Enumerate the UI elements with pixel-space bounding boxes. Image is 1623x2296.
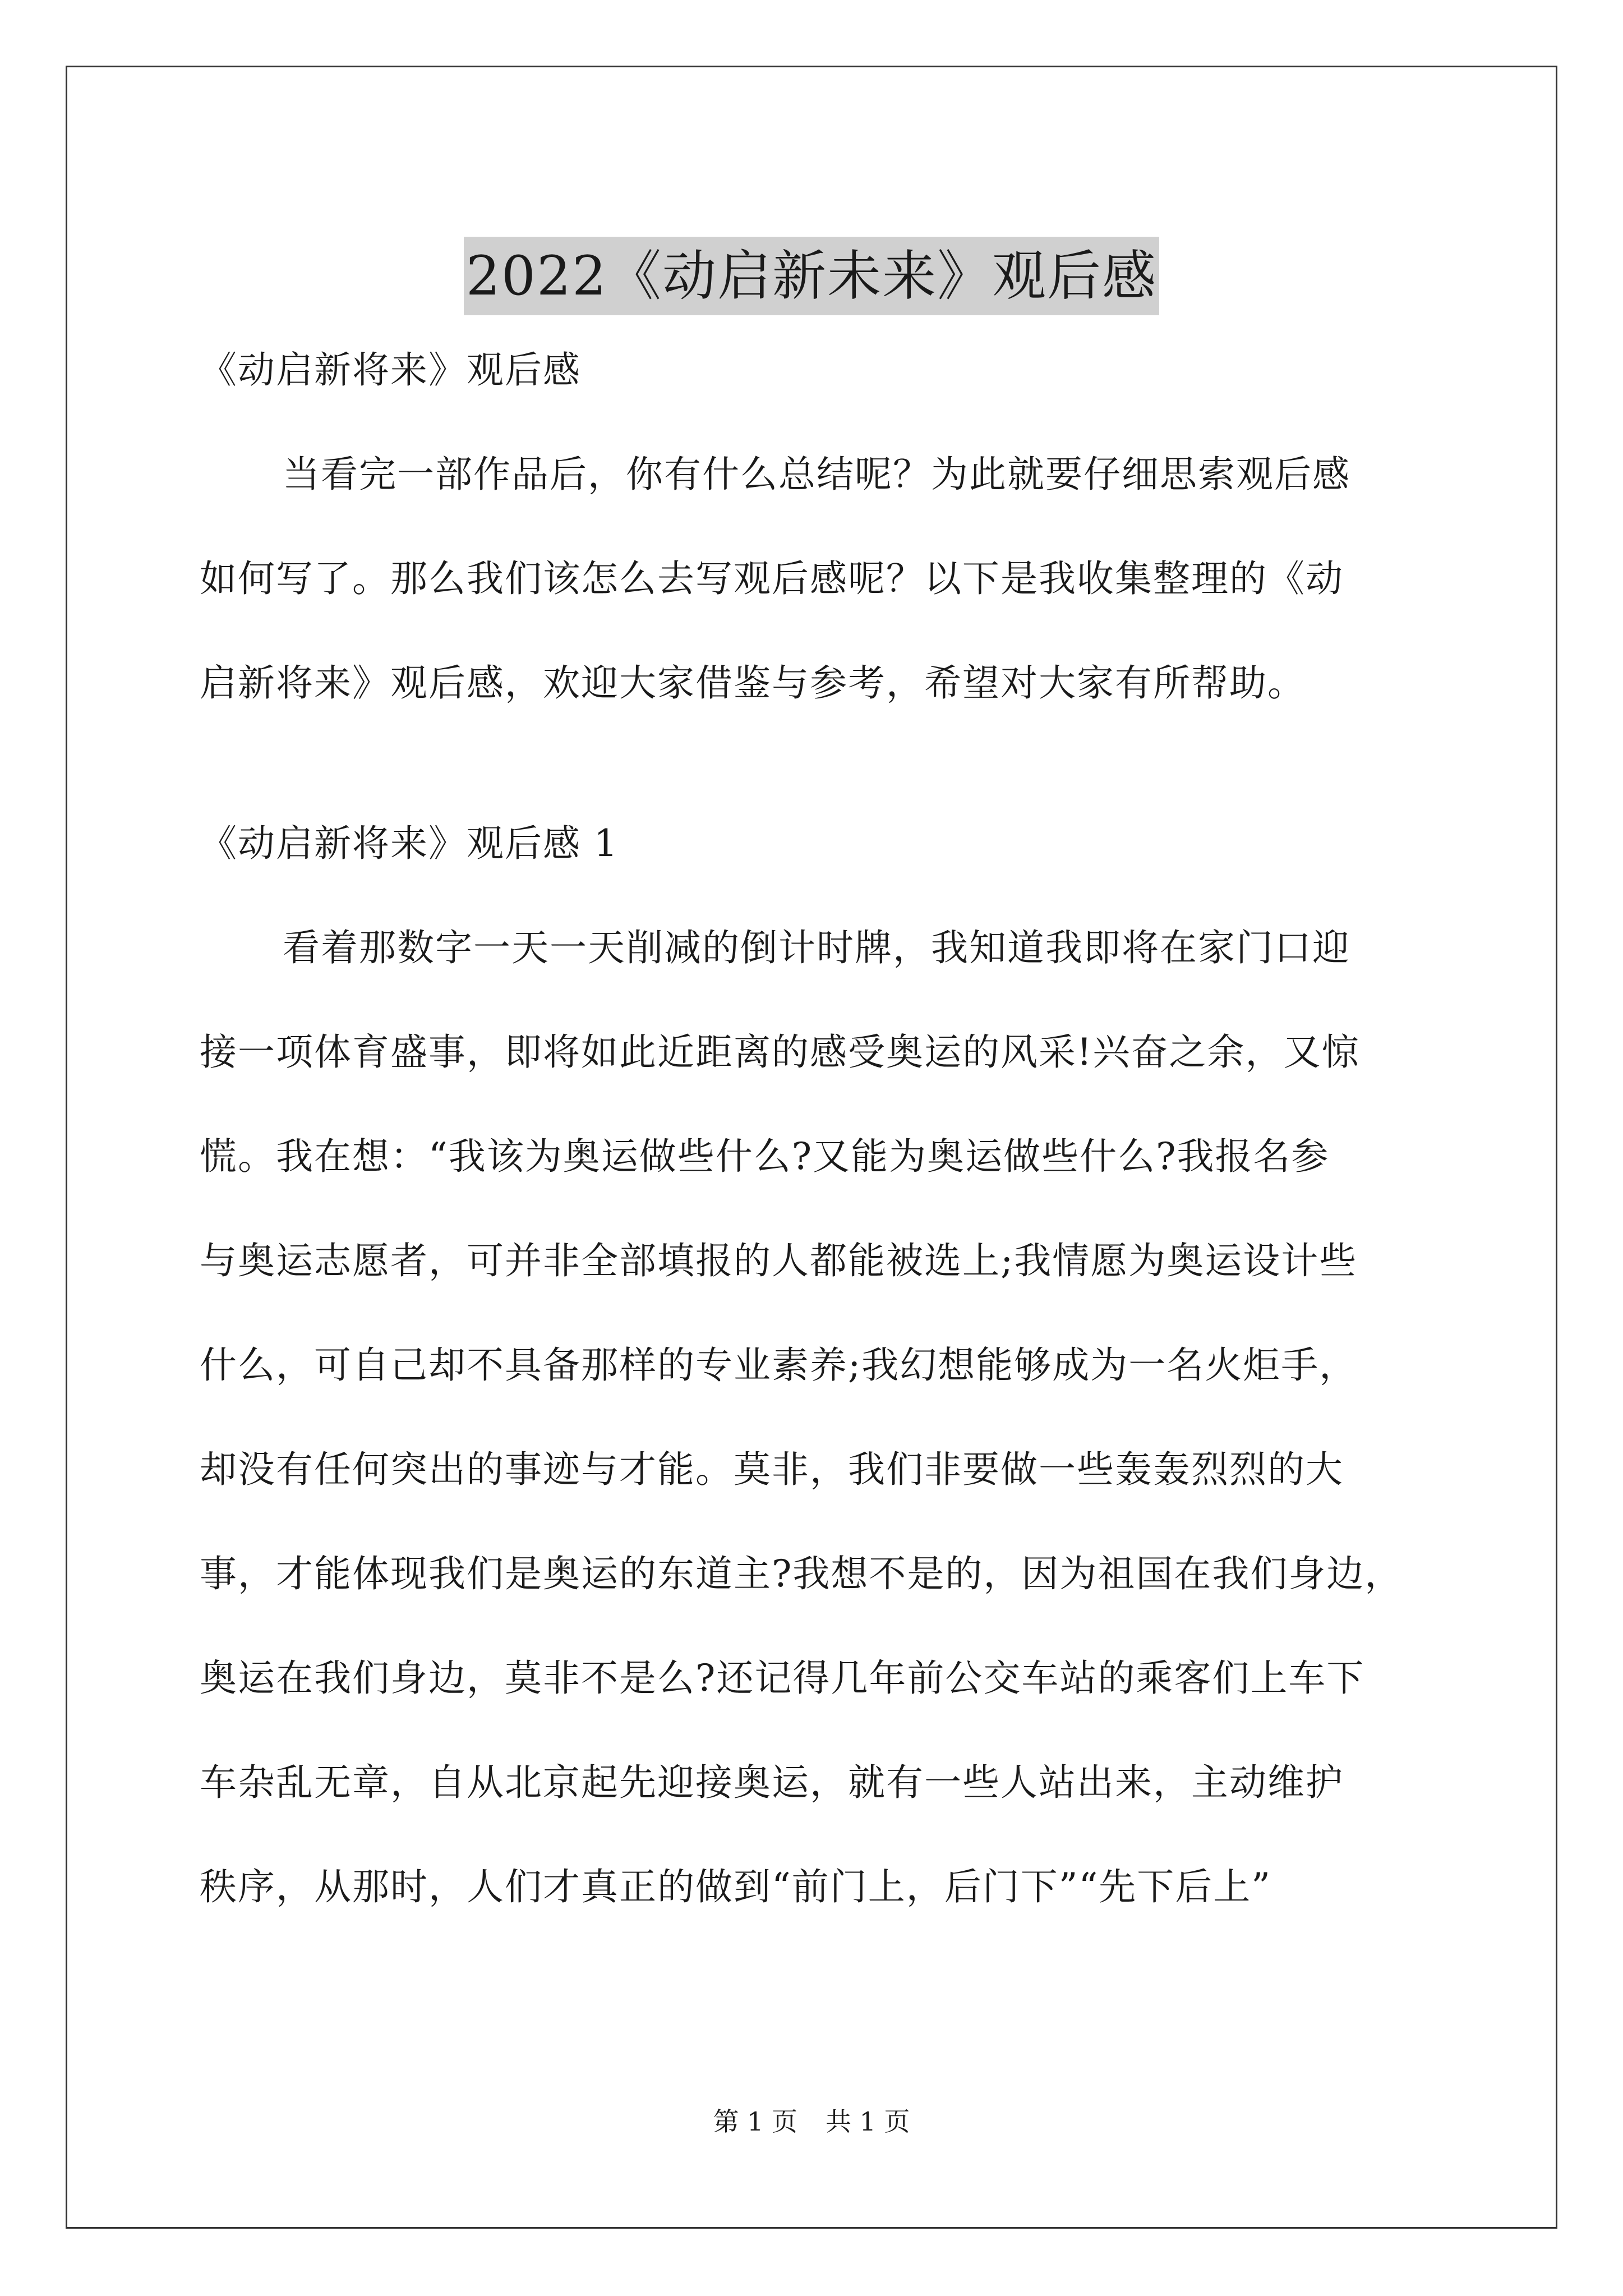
body-line: 却没有任何突出的事迹与才能。莫非，我们非要做一些轰轰烈烈的大 <box>200 1448 1344 1491</box>
body-line: 事，才能体现我们是奥运的东道主?我想不是的，因为祖国在我们身边， <box>200 1552 1403 1595</box>
body-line: 什么，可自己却不具备那样的专业素养;我幻想能够成为一名火炬手， <box>200 1343 1358 1387</box>
intro-line: 当看完一部作品后，你有什么总结呢？为此就要仔细思索观后感 <box>283 453 1350 496</box>
body-line: 看着那数字一天一天削减的倒计时牌，我知道我即将在家门口迎 <box>283 926 1350 969</box>
document-body <box>200 309 1433 1913</box>
page-number: 第 1 页 <box>713 2106 797 2137</box>
document-title: 2022《动启新未来》观后感 <box>464 237 1159 315</box>
body-line: 与奥运志愿者，可并非全部填报的人都能被选上;我情愿为奥运设计些 <box>200 1239 1358 1282</box>
body-line: 车杂乱无章，自从北京起先迎接奥运，就有一些人站出来，主动维护 <box>200 1761 1344 1804</box>
body-line: 秩序，从那时，人们才真正的做到“前门上，后门下”“先下后上” <box>200 1865 1271 1908</box>
document-subtitle: 《动启新将来》观后感 <box>200 348 581 392</box>
section-heading: 《动启新将来》观后感 1 <box>200 822 619 865</box>
body-line: 接一项体育盛事，即将如此近距离的感受奥运的风采!兴奋之余，又惊 <box>200 1030 1360 1074</box>
body-line: 慌。我在想：“我该为奥运做些什么?又能为奥运做些什么?我报名参 <box>200 1135 1330 1178</box>
body-line: 奥运在我们身边，莫非不是么?还记得几年前公交车站的乘客们上车下 <box>200 1657 1365 1700</box>
intro-line: 如何写了。那么我们该怎么去写观后感呢？以下是我收集整理的《动 <box>200 557 1344 600</box>
page-footer <box>0 2105 1623 2138</box>
page-total: 共 1 页 <box>826 2106 910 2137</box>
intro-line: 启新将来》观后感，欢迎大家借鉴与参考，希望对大家有所帮助。 <box>200 661 1306 705</box>
